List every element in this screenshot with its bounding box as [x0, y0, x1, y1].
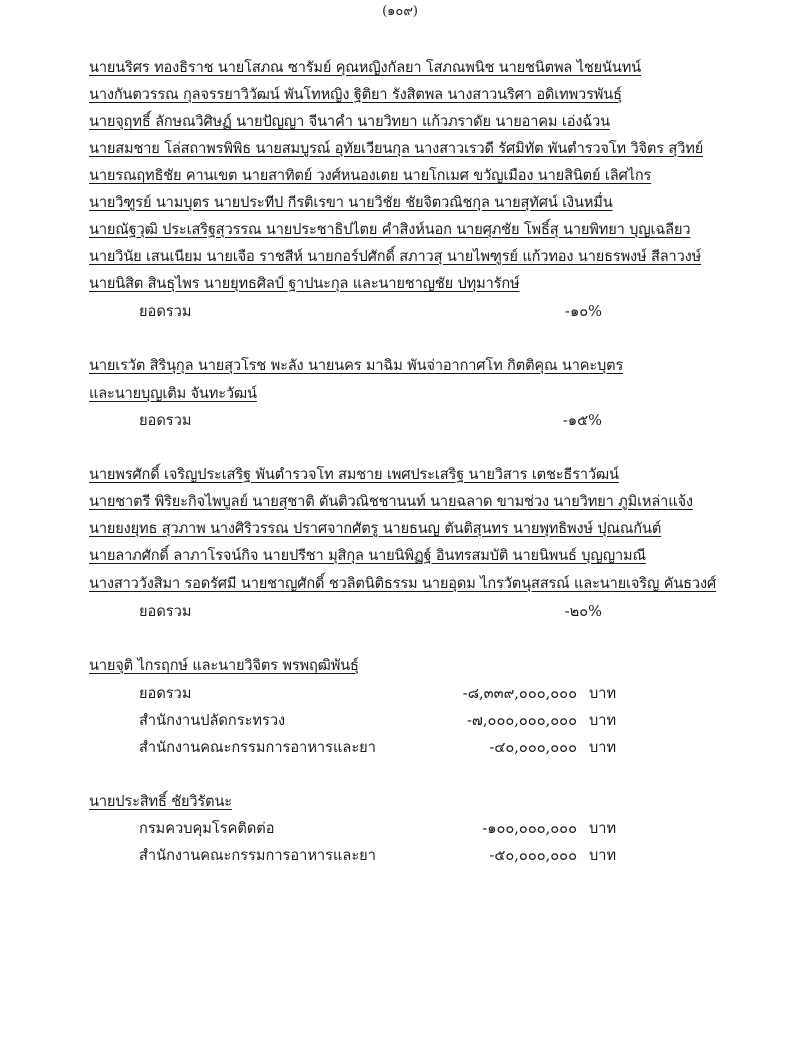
member-names-line: นางกันตวรรณ กุลจรรยาวิวัฒน์ พันโทหญิง ฐิติยา รังสิตพล นางสาวนริศา อดิเทพวรพันธุ์ [89, 86, 622, 103]
member-names-line: นายณัฐวุฒิ ประเสริฐสุวรรณ นายประชาธิปไตย คำสิงห์นอก นายศุภชัย โพธิ์สุ นายพิทยา บุญเฉลียว [89, 221, 691, 238]
total-label: ยอดรวม [139, 603, 192, 620]
total-label: ยอดรวม [139, 412, 192, 429]
total-percent: -๑๕% [562, 412, 602, 429]
budget-row-unit: บาท [589, 712, 617, 729]
budget-row-label: กรมควบคุมโรคติดต่อ [139, 820, 275, 837]
member-names-line: นายชาตรี พิริยะกิจไพบูลย์ นายสุชาติ ตันติวณิชชานนท์ นายฉลาด ขามช่วง นายวิทยา ภูมิเหล่าแจ้ง [89, 493, 693, 510]
member-names-line: นายวิฑูรย์ นามบุตร นายประทีป กีรติเรขา นายวิชัย ชัยจิตวณิชกุล นายสุทัศน์ เงินหมื่น [89, 194, 613, 211]
budget-row-label: ยอดรวม [139, 685, 192, 702]
budget-row-label: สำนักงานคณะกรรมการอาหารและยา [139, 739, 376, 756]
total-percent: -๒๐% [564, 603, 602, 620]
member-names-line: นายยงยุทธ สุวภาพ นางศิริวรรณ ปราศจากศัตรู นายธนญ ตันติสุนทร นายพุทธิพงษ์ ปุณณกันต์ [89, 520, 662, 537]
member-names-line: และนายบุญเติม จันทะวัฒน์ [89, 385, 257, 402]
budget-row-unit: บาท [589, 847, 617, 864]
budget-row-amount: -๑๐๐,๐๐๐,๐๐๐ [482, 820, 577, 837]
budget-row-amount: -๔๐,๐๐๐,๐๐๐ [489, 739, 577, 756]
member-names-line: นายจุฤทธิ์ ลักษณวิศิษฏ์ นายปัญญา จีนาคำ นายวิทยา แก้วภราดัย นายอาคม เอ่งฉ้วน [89, 113, 610, 130]
budget-row-amount: -๗,๐๐๐,๐๐๐,๐๐๐ [467, 712, 577, 729]
member-names-line: นายพรศักดิ์ เจริญประเสริฐ พันตำรวจโท สมชาย เพศประเสริฐ นายวิสาร เตชะธีราวัฒน์ [89, 466, 619, 483]
budget-row-unit: บาท [589, 739, 617, 756]
member-names-line: นายวินัย เสนเนียม นายเจือ ราชสีห์ นายกอร์ปศักดิ์ สภาวสุ นายไพฑูรย์ แก้วทอง นายธรพงษ์ สีลาวงษ์ [89, 248, 702, 265]
page-number: (๑๐๙) [382, 4, 418, 19]
total-label: ยอดรวม [139, 303, 192, 320]
budget-row-unit: บาท [589, 820, 617, 837]
budget-row-amount: -๕๐,๐๐๐,๐๐๐ [489, 847, 577, 864]
member-names-line: นายลาภศักดิ์ ลาภาโรจน์กิจ นายปรีชา มุสิกุล นายนิพิฏฐ์ อินทรสมบัติ นายนิพนธ์ บุญญามณี [89, 547, 646, 564]
budget-row-amount: -๘,๓๓๙,๐๐๐,๐๐๐ [462, 685, 577, 702]
budget-row-label: สำนักงานปลัดกระทรวง [139, 712, 286, 729]
member-names-line: นางสาววังสิมา รอดรัศมี นายชาญศักดิ์ ชวลิตนิติธรรม นายอุดม ไกรวัตนุสสรณ์ และนายเจริญ คันธวงศ์ [89, 575, 717, 592]
member-names-line: นายรณฤทธิชัย คานเขต นายสาทิตย์ วงศ์หนองเตย นายโกเมศ ขวัญเมือง นายสินิตย์ เลิศไกร [89, 167, 652, 184]
member-names-line: นายประสิทธิ์ ชัยวิรัตนะ [89, 793, 232, 810]
total-percent: -๑๐% [565, 303, 602, 320]
budget-row-label: สำนักงานคณะกรรมการอาหารและยา [139, 847, 376, 864]
member-names-line: นายเรวัต สิรินุกุล นายสุวโรช พะลัง นายนคร มาฉิม พันจ่าอากาศโท กิตติคุณ นาคะบุตร [89, 357, 624, 374]
budget-row-unit: บาท [589, 685, 617, 702]
member-names-line: นายนิสิต สินธุไพร นายยุทธศิลป์ ฐาปนะกุล และนายชาญชัย ปทุมารักษ์ [89, 275, 520, 292]
member-names-line: นายจุติ ไกรฤกษ์ และนายวิจิตร พรพฤฒิพันธุ์ [89, 657, 359, 674]
member-names-line: นายนริศร ทองธิราช นายโสภณ ซารัมย์ คุณหญิงกัลยา โสภณพนิช นายชนิตพล ไชยนันทน์ [89, 59, 642, 76]
member-names-line: นายสมชาย โล่สถาพรพิพิธ นายสมบูรณ์ อุทัยเวียนกุล นางสาวเรวดี รัศมิทัต พันตำรวจโท วิจิตร สุวิทย์ [89, 140, 704, 157]
